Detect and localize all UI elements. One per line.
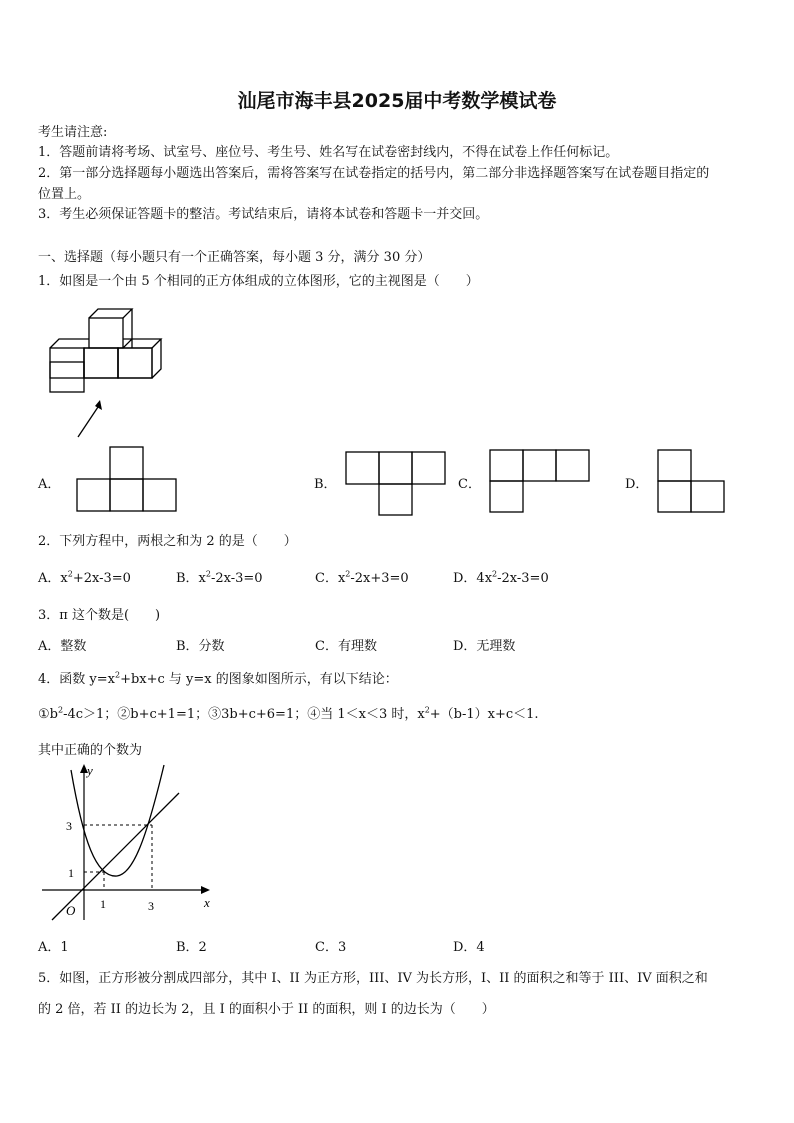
question-5-line-1: 5．如图，正方形被分割成四部分，其中 I、II 为正方形，III、IV 为长方形，I、II 的面积之和等于 III、IV 面积之和 <box>38 971 708 986</box>
graph-y-label: y <box>87 763 93 778</box>
q1-option-a-figure <box>77 446 178 512</box>
page-title: 汕尾市海丰县2025届中考数学模试卷 <box>237 90 557 112</box>
graph-origin-label: O <box>66 903 76 918</box>
q1-option-d-figure <box>657 449 727 513</box>
q1-option-d-label: D． <box>625 477 649 492</box>
function-graph <box>38 760 218 925</box>
graph-x-tick-3: 3 <box>148 899 154 913</box>
q4-option-d: D．4 <box>453 940 485 955</box>
q4-option-b: B．2 <box>176 940 207 955</box>
q1-option-b-label: B． <box>314 477 337 492</box>
q1-option-a-label: A． <box>38 477 61 492</box>
q2-option-d: D．$4x^2-2x-3=0$ <box>453 569 549 586</box>
question-4-conclusions: $①b^2-4c>1$；②b+c+1=1；③3b+c+6=1；④当 1＜x＜3 时，$x^2+(b-1)x+c<1$. <box>38 705 539 722</box>
notice-item-1: 1．答题前请将考场、试室号、座位号、考生号、姓名写在试卷密封线内，不得在试卷上作任何标记。 <box>38 145 619 160</box>
question-4-stem: 4．函数 $y=x^2+bx+c$ 与 y=x 的图象如图所示，有以下结论： <box>38 670 398 687</box>
notice-heading: 考生请注意: <box>38 125 108 140</box>
notice-item-2: 2．第一部分选择题每小题选出答案后，需将答案写在试卷指定的括号内，第二部分非选择题答案写在试卷题目指定的 <box>38 166 710 181</box>
q4-option-c: C．3 <box>315 940 347 955</box>
question-4-ask: 其中正确的个数为 <box>38 743 143 758</box>
q4-option-a: A．1 <box>38 940 69 955</box>
question-3-stem: 3．π 这个数是( ) <box>38 608 161 623</box>
q1-option-c-figure <box>489 449 591 513</box>
q3-option-a: A．整数 <box>38 639 87 654</box>
q2-option-b: B．$x^2-2x-3=0$ <box>176 569 263 586</box>
question-1-stem: 1．如图是一个由 5 个相同的正方体组成的立体图形，它的主视图是（ ） <box>38 274 479 289</box>
q3-option-c: C．有理数 <box>315 639 377 654</box>
q2-option-c: C．$x^2-2x+3=0$ <box>315 569 409 586</box>
graph-x-tick-1: 1 <box>100 897 106 911</box>
graph-y-tick-3: 3 <box>66 819 72 833</box>
q3-option-b: B．分数 <box>176 639 225 654</box>
section-heading: 一、选择题（每小题只有一个正确答案，每小题 3 分，满分 30 分） <box>38 250 431 265</box>
cube-figure <box>45 300 165 440</box>
graph-x-label: x <box>204 895 210 910</box>
question-5-line-2: 的 2 倍，若 II 的边长为 2，且 I 的面积小于 II 的面积，则 I 的边长为（ ） <box>38 1002 495 1017</box>
q1-option-b-figure <box>345 451 447 517</box>
notice-item-2-cont: 位置上。 <box>38 187 91 202</box>
q1-option-c-label: C． <box>458 477 481 492</box>
q2-option-a: A．$x^2+2x-3=0$ <box>38 569 131 586</box>
question-2-stem: 2．下列方程中，两根之和为 2 的是（ ） <box>38 534 297 549</box>
graph-y-tick-1: 1 <box>68 866 74 880</box>
q3-option-d: D．无理数 <box>453 639 516 654</box>
notice-item-3: 3．考生必须保证答题卡的整洁。考试结束后，请将本试卷和答题卡一并交回。 <box>38 207 489 222</box>
